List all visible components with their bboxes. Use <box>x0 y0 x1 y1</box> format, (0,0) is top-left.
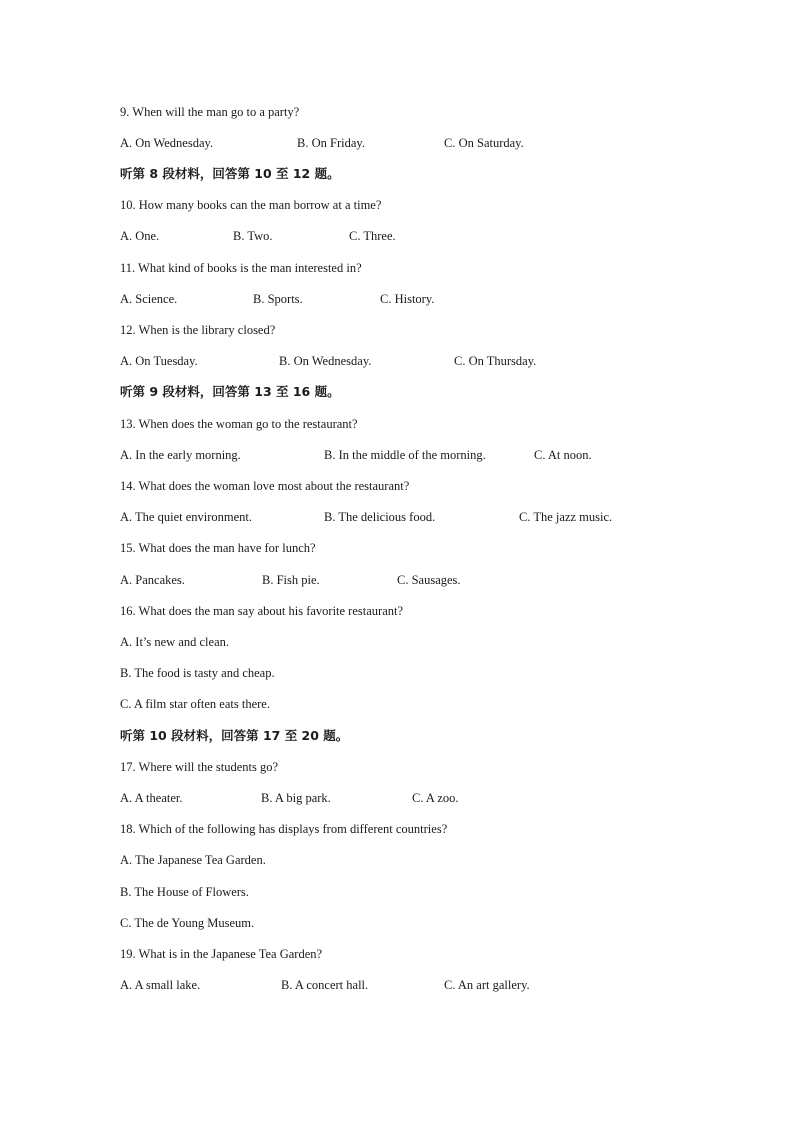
option-a: A. A small lake. <box>120 978 201 992</box>
option-c: C. The jazz music. <box>519 510 613 524</box>
option-b: B. The delicious food. <box>324 510 436 524</box>
question-12: 12. When is the library closed? <box>120 323 276 337</box>
option-a: A. The quiet environment. <box>120 510 253 524</box>
question-11: 11. What kind of books is the man interested in? <box>120 261 362 275</box>
option-c: C. Sausages. <box>397 573 461 587</box>
option-a: A. On Wednesday. <box>120 136 214 150</box>
option-a: A. A theater. <box>120 791 183 805</box>
question-14: 14. What does the woman love most about the restaurant? <box>120 479 410 493</box>
option-b: B. Sports. <box>253 292 303 306</box>
option-b: B. In the middle of the morning. <box>324 448 486 462</box>
option-c: C. At noon. <box>534 448 592 462</box>
option-b: B. The food is tasty and cheap. <box>120 666 275 680</box>
option-b: B. The House of Flowers. <box>120 885 249 899</box>
option-b: B. Fish pie. <box>262 573 320 587</box>
option-b: B. A concert hall. <box>281 978 369 992</box>
option-c: C. An art gallery. <box>444 978 530 992</box>
question-15: 15. What does the man have for lunch? <box>120 541 316 555</box>
question-19: 19. What is in the Japanese Tea Garden? <box>120 947 323 961</box>
section-header: 听第 8 段材料，回答第 10 至 12 题。 <box>120 166 340 181</box>
option-c: C. A film star often eats there. <box>120 697 270 711</box>
option-b: B. A big park. <box>261 791 331 805</box>
section-header: 听第 9 段材料，回答第 13 至 16 题。 <box>120 384 340 399</box>
question-10: 10. How many books can the man borrow at a time? <box>120 198 382 212</box>
option-c: C. A zoo. <box>412 791 459 805</box>
option-a: A. The Japanese Tea Garden. <box>120 853 266 867</box>
option-c: C. On Thursday. <box>454 354 537 368</box>
question-17: 17. Where will the students go? <box>120 760 279 774</box>
option-b: B. On Friday. <box>297 136 365 150</box>
question-18: 18. Which of the following has displays from different countries? <box>120 822 448 836</box>
option-a: A. On Tuesday. <box>120 354 198 368</box>
question-16: 16. What does the man say about his favorite restaurant? <box>120 604 404 618</box>
option-b: B. On Wednesday. <box>279 354 372 368</box>
option-c: C. The de Young Museum. <box>120 916 255 930</box>
option-a: A. One. <box>120 229 160 243</box>
option-a: A. In the early morning. <box>120 448 241 462</box>
option-c: C. History. <box>380 292 435 306</box>
section-header: 听第 10 段材料，回答第 17 至 20 题。 <box>120 728 349 743</box>
question-9: 9. When will the man go to a party? <box>120 105 300 119</box>
question-13: 13. When does the woman go to the restaurant? <box>120 417 358 431</box>
option-a: A. Pancakes. <box>120 573 185 587</box>
option-a: A. Science. <box>120 292 178 306</box>
option-c: C. Three. <box>349 229 396 243</box>
option-c: C. On Saturday. <box>444 136 524 150</box>
option-b: B. Two. <box>233 229 273 243</box>
option-a: A. It’s new and clean. <box>120 635 229 649</box>
